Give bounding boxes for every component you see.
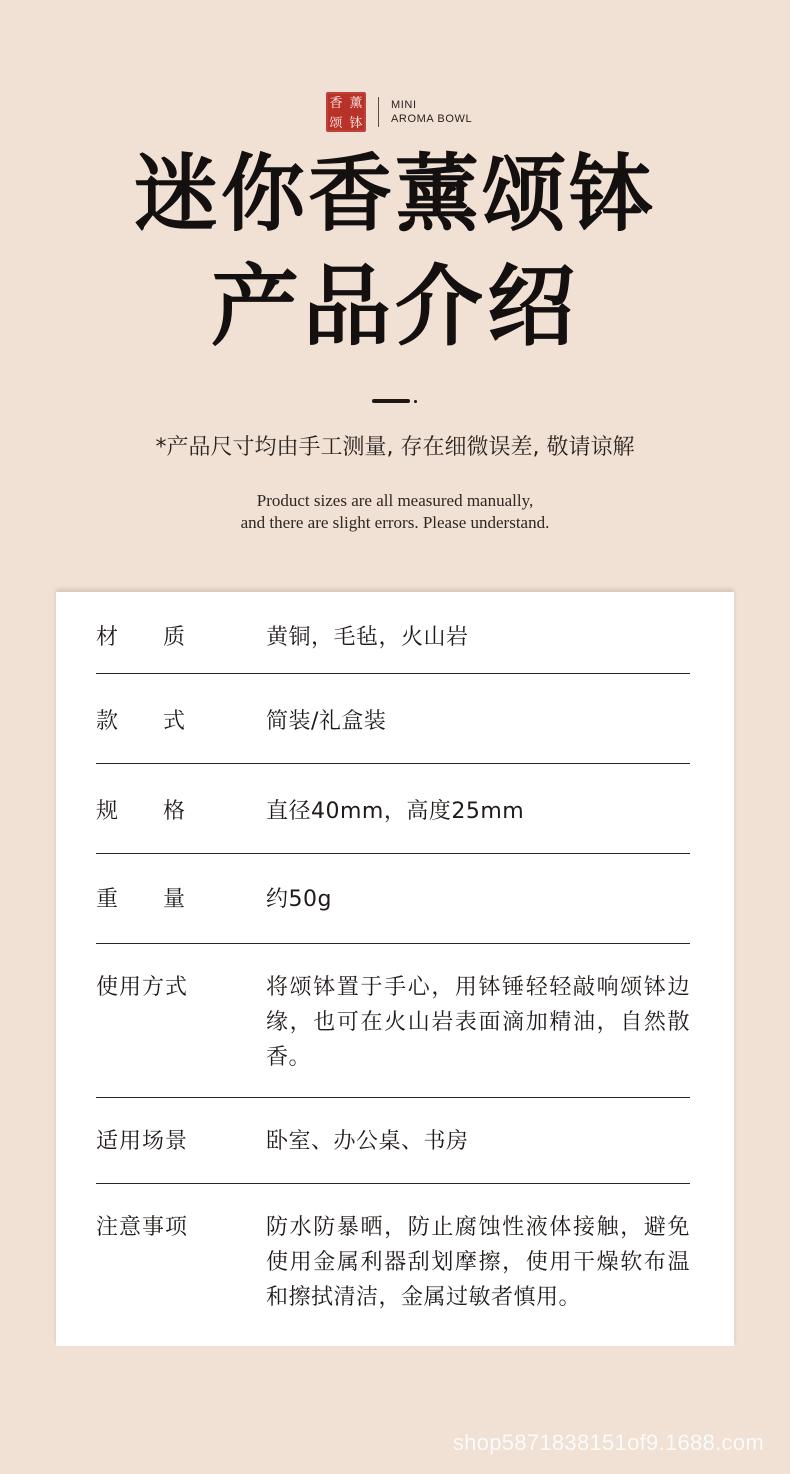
page-title: 迷你香薰颂钵: [133, 144, 656, 243]
spec-row-size: [96, 764, 690, 854]
spec-label-char: 量: [163, 887, 187, 912]
brand-divider: [378, 97, 379, 127]
size-note-chinese: *产品尺寸均由手工测量, 存在细微误差, 敬请谅解: [155, 435, 635, 460]
spec-label: [96, 704, 266, 739]
size-note-english-line-1: Product sizes are all measured manually,: [256, 491, 534, 510]
spec-label-char: 材: [96, 625, 120, 650]
spec-row-cautions: [96, 1184, 690, 1346]
seal-char: 薰: [349, 95, 363, 111]
spec-label: 注意事项: [96, 1215, 189, 1240]
spec-label-char: 款: [96, 709, 120, 734]
brand-header: [326, 92, 472, 132]
spec-row-style: [96, 674, 690, 764]
spec-label: 使用方式: [96, 975, 189, 1000]
seal-char: 钵: [349, 115, 363, 131]
spec-label: [96, 794, 266, 829]
brand-line-2: AROMA BOWL: [391, 113, 473, 125]
page-subtitle: 产品介绍: [210, 254, 579, 358]
spec-value: 防水防暴晒，防止腐蚀性液体接触，避免使用金属利器刮划摩擦，使用干燥软布温和擦拭清洁，金属过敏者慎用。: [266, 1215, 690, 1311]
spec-label-char: 规: [96, 799, 120, 824]
spec-row-material: [96, 592, 690, 674]
spec-value: 黄铜，毛毡，火山岩: [266, 625, 469, 650]
spec-label-char: 质: [163, 625, 187, 650]
spec-value: 将颂钵置于手心，用钵锤轻轻敲响颂钵边缘，也可在火山岩表面滴加精油，自然散香。: [266, 975, 690, 1071]
size-note-english: [0, 490, 790, 534]
spec-label: [96, 882, 266, 917]
spec-card: [56, 592, 734, 1346]
brand-line-1: MINI: [391, 98, 417, 111]
brand-seal-logo: [326, 92, 366, 132]
spec-row-scenes: [96, 1098, 690, 1184]
accent-dash: [372, 399, 410, 403]
seal-char: 香: [329, 95, 343, 111]
spec-value: 简装/礼盒装: [266, 709, 387, 734]
accent-dot: [414, 400, 417, 403]
spec-label: 适用场景: [96, 1129, 189, 1154]
spec-label: [96, 620, 266, 655]
size-note-english-line-2: and there are slight errors. Please understand.: [240, 512, 550, 532]
shop-watermark: shop5871838151of9.1688.com: [452, 1430, 764, 1455]
spec-label-char: 格: [163, 799, 187, 824]
spec-label-char: 重: [96, 887, 120, 912]
spec-value: 卧室、办公桌、书房: [266, 1129, 469, 1154]
spec-label-char: 式: [163, 709, 187, 734]
spec-row-usage: [96, 944, 690, 1098]
brand-name: [391, 98, 472, 127]
spec-row-weight: [96, 854, 690, 944]
spec-table: [96, 592, 690, 1346]
spec-value: 约50g: [266, 887, 332, 912]
spec-value: 直径40mm，高度25mm: [266, 799, 525, 824]
seal-char: 颂: [329, 115, 343, 131]
